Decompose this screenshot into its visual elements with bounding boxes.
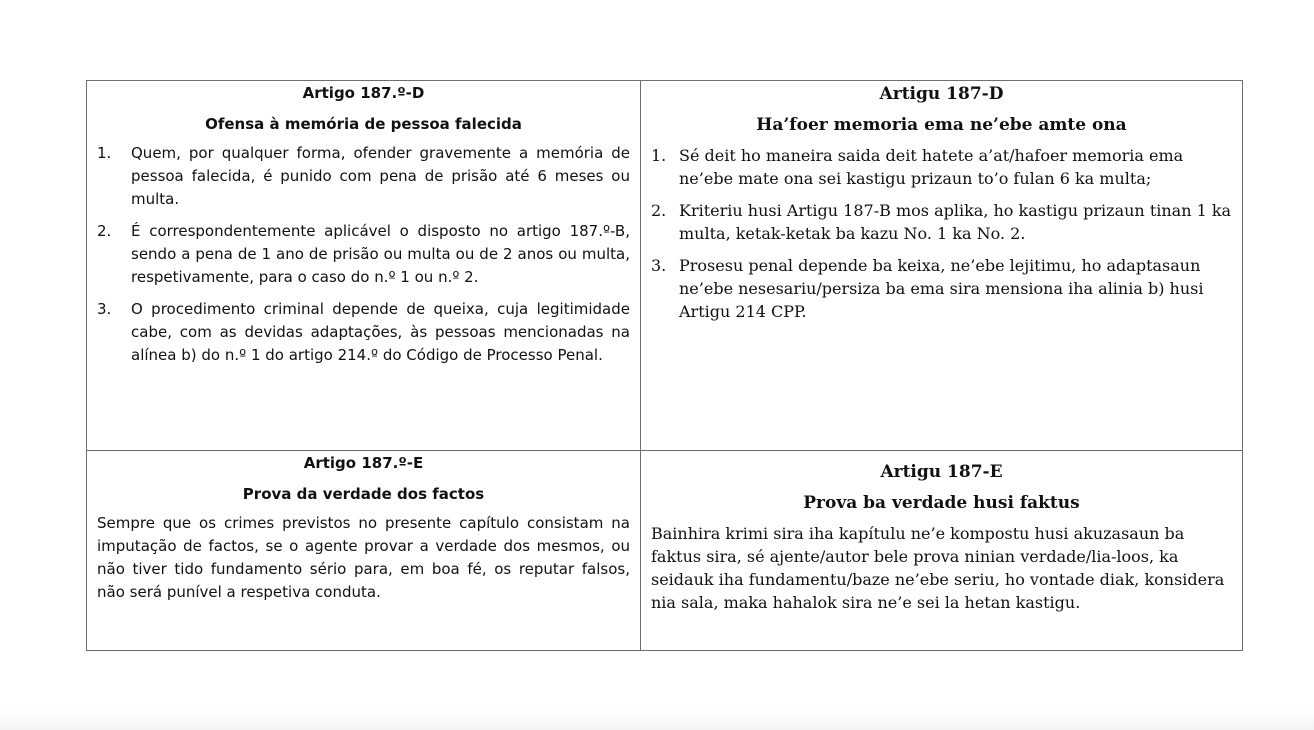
item-text: Sé deit ho maneira saida deit hatete a’at/hafoer memoria ema ne’ebe mate ona sei kastigu prizaun to’o fulan 6 ka multa; (679, 146, 1184, 188)
article-title: Prova da verdade dos factos (242, 485, 485, 503)
page-bottom-shade (0, 708, 1314, 730)
numbered-list (97, 142, 630, 367)
article-heading: Artigo 187.º-D (302, 84, 425, 102)
list-item (651, 254, 1232, 323)
table-row (87, 451, 1243, 651)
item-text: Quem, por qualquer forma, ofender gravemente a memória de pessoa falecida, é punido com pena de prisão até 6 meses ou multa. (131, 144, 630, 208)
translation-table (86, 80, 1243, 651)
table-row (87, 81, 1243, 451)
list-item (97, 220, 630, 289)
article-paragraph: Bainhira krimi sira iha kapítulu ne’e kompostu husi akuzasaun ba faktus sira, sé ajente/autor bele prova ninian verdade/lia-loos, ka seidauk iha fundamentu/baze ne’ebe seriu, ho vontade diak, konsidera nia sala, maka hahalok sira ne’e sei la hetan kastigu. (651, 524, 1225, 612)
article-heading: Artigo 187.º-E (303, 454, 424, 472)
item-number: 3. (97, 300, 112, 318)
list-item (651, 144, 1232, 190)
numbered-list (651, 144, 1232, 323)
item-number: 1. (97, 144, 112, 162)
article-title: Ofensa à memória de pessoa falecida (205, 115, 522, 133)
item-number: 2. (97, 222, 112, 240)
item-text: O procedimento criminal depende de queixa, cuja legitimidade cabe, com as devidas adaptações, às pessoas mencionadas na alínea b) do n.º 1 do artigo 214.º do Código de Processo Penal. (131, 300, 630, 364)
item-text: Prosesu penal depende ba keixa, ne’ebe lejitimu, ho adaptasaun ne’ebe nesesariu/persiza ba ema sira mensiona iha alinia b) husi Artigu 214 CPP. (679, 256, 1204, 321)
item-text: É correspondentemente aplicável o disposto no artigo 187.º-B, sendo a pena de 1 ano de prisão ou multa ou de 2 anos ou multa, respetivamente, para o caso do n.º 1 ou n.º 2. (131, 222, 630, 286)
article-title: Prova ba verdade husi faktus (803, 493, 1080, 513)
article-187e-pt-cell (87, 451, 641, 651)
article-heading: Artigu 187-D (879, 84, 1004, 104)
item-number: 3. (651, 256, 667, 275)
item-number: 2. (651, 201, 667, 220)
article-187d-pt-cell (87, 81, 641, 451)
article-paragraph: Sempre que os crimes previstos no presente capítulo consistam na imputação de factos, se o agente provar a verdade dos mesmos, ou não tiver tido fundamento sério para, em boa fé, os reputar falsos, não será punível a respetiva conduta. (97, 514, 630, 601)
list-item (97, 298, 630, 367)
article-187e-tl-cell (641, 451, 1243, 651)
item-number: 1. (651, 146, 667, 165)
list-item (97, 142, 630, 211)
article-heading: Artigu 187-E (880, 462, 1003, 482)
list-item (651, 199, 1232, 245)
item-text: Kriteriu husi Artigu 187-B mos aplika, ho kastigu prizaun tinan 1 ka multa, ketak-ketak ba kazu No. 1 ka No. 2. (679, 201, 1232, 243)
article-187d-tl-cell (641, 81, 1243, 451)
article-title: Ha’foer memoria ema ne’ebe amte ona (756, 115, 1127, 135)
